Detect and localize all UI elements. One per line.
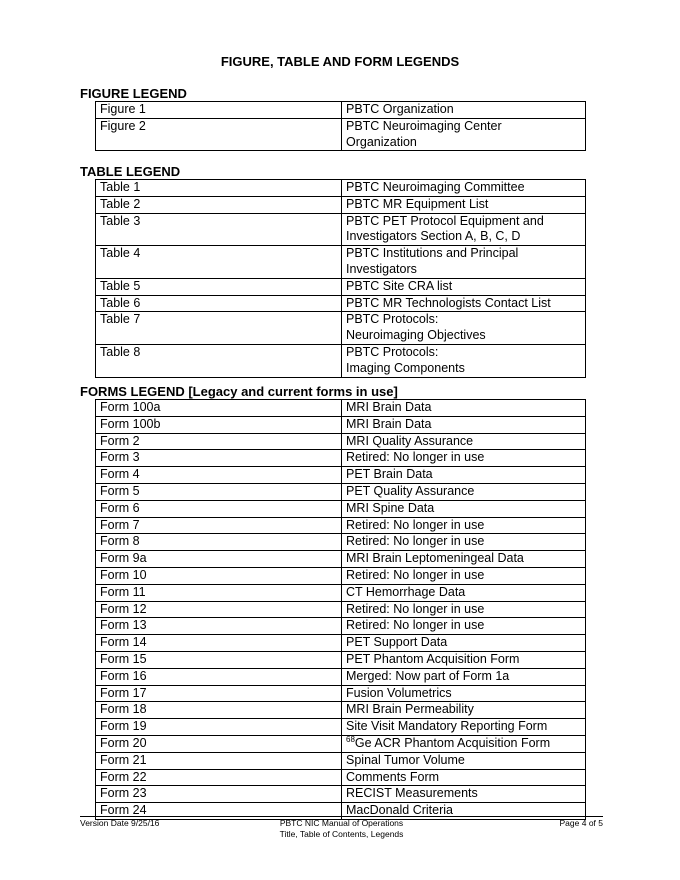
legend-item-label: Form 16 xyxy=(96,668,342,685)
legend-item-description xyxy=(342,312,586,345)
legend-item-description xyxy=(342,450,586,467)
legend-item-text: PBTC Neuroimaging Committee xyxy=(346,180,525,194)
figure-legend-table xyxy=(95,101,586,151)
legend-item-text: PET Phantom Acquisition Form xyxy=(346,651,520,666)
table-row xyxy=(96,517,586,534)
legend-item-label: Table 7 xyxy=(96,312,342,345)
forms-legend-table xyxy=(95,399,586,820)
legend-item-label: Form 23 xyxy=(96,786,342,803)
legend-item-text: PBTC Site CRA list xyxy=(346,278,453,293)
table-row xyxy=(96,786,586,803)
footer-version-date: Version Date 9/25/16 xyxy=(80,818,160,828)
legend-item-text: CT Hemorrhage Data xyxy=(346,584,466,599)
legend-item-text: Merged: Now part of Form 1a xyxy=(346,668,510,683)
table-row xyxy=(96,551,586,568)
legend-item-label: Table 3 xyxy=(96,213,342,246)
table-row xyxy=(96,702,586,719)
legend-item-label: Form 11 xyxy=(96,584,342,601)
legend-item-label: Form 17 xyxy=(96,685,342,702)
legend-item-text: Retired: No longer in use xyxy=(346,618,485,633)
table-row xyxy=(96,685,586,702)
legend-item-text: MacDonald Criteria xyxy=(346,803,453,818)
footer-center-line2: Title, Table of Contents, Legends xyxy=(279,829,404,839)
legend-item-description xyxy=(342,769,586,786)
legend-item-text: Retired: No longer in use xyxy=(346,517,485,532)
legend-item-label: Figure 1 xyxy=(96,102,342,119)
legend-item-text: Retired: No longer in use xyxy=(346,534,485,549)
legend-item-label: Form 13 xyxy=(96,618,342,635)
legend-item-text: PBTC Protocols: Neuroimaging Objectives xyxy=(346,312,486,343)
legend-item-label: Form 8 xyxy=(96,534,342,551)
table-row xyxy=(96,102,586,119)
legend-item-label: Form 22 xyxy=(96,769,342,786)
legend-item-description xyxy=(342,702,586,719)
legend-item-description xyxy=(342,685,586,702)
table-row xyxy=(96,467,586,484)
table-row xyxy=(96,344,586,377)
table-row xyxy=(96,450,586,467)
legend-item-text: PBTC Institutions and Principal Investigators xyxy=(346,246,519,276)
legend-item-description xyxy=(342,400,586,417)
legend-item-description xyxy=(342,618,586,635)
table-row xyxy=(96,246,586,279)
table-row xyxy=(96,196,586,213)
legend-item-label: Form 4 xyxy=(96,467,342,484)
table-row xyxy=(96,213,586,246)
legend-item-label: Table 5 xyxy=(96,278,342,295)
legend-item-text: Spinal Tumor Volume xyxy=(346,752,465,767)
page-title: FIGURE, TABLE AND FORM LEGENDS xyxy=(220,54,460,69)
legend-item-text: PBTC MR Equipment List xyxy=(346,196,489,211)
legend-item-label: Table 1 xyxy=(96,180,342,197)
legend-item-description xyxy=(342,752,586,769)
table-row xyxy=(96,719,586,736)
legend-item-label: Form 21 xyxy=(96,752,342,769)
legend-item-description xyxy=(342,567,586,584)
table-row xyxy=(96,483,586,500)
footer-manual-title xyxy=(80,818,603,840)
legend-item-label: Form 100a xyxy=(96,400,342,417)
table-row xyxy=(96,651,586,668)
legend-item-description xyxy=(342,483,586,500)
legend-item-description xyxy=(342,635,586,652)
table-row xyxy=(96,584,586,601)
legend-item-description xyxy=(342,295,586,312)
table-row xyxy=(96,769,586,786)
legend-item-text: MRI Brain Permeability xyxy=(346,702,474,717)
legend-item-text: MRI Quality Assurance xyxy=(346,433,474,448)
legend-item-text: MRI Brain Data xyxy=(346,400,432,414)
legend-item-description xyxy=(342,584,586,601)
legend-item-description xyxy=(342,213,586,246)
legend-item-text: Retired: No longer in use xyxy=(346,450,485,465)
legend-item-label: Form 18 xyxy=(96,702,342,719)
legend-item-label: Figure 2 xyxy=(96,118,342,151)
legend-item-text: Ge ACR Phantom Acquisition Form xyxy=(354,735,551,750)
table-row xyxy=(96,500,586,517)
legend-item-text: MRI Brain Leptomeningeal Data xyxy=(346,551,524,566)
legend-item-label: Form 19 xyxy=(96,719,342,736)
table-row xyxy=(96,668,586,685)
legend-item-text: PET Support Data xyxy=(346,635,448,650)
legend-item-description xyxy=(342,719,586,736)
legend-item-text: Site Visit Mandatory Reporting Form xyxy=(346,719,548,734)
legend-item-description xyxy=(342,246,586,279)
table-row xyxy=(96,180,586,197)
legend-item-label: Form 15 xyxy=(96,651,342,668)
legend-item-text: PBTC MR Technologists Contact List xyxy=(346,295,551,310)
table-row xyxy=(96,295,586,312)
legend-item-label: Table 6 xyxy=(96,295,342,312)
legend-item-description xyxy=(342,517,586,534)
table-row xyxy=(96,752,586,769)
legend-item-label: Table 8 xyxy=(96,344,342,377)
legend-item-description xyxy=(342,433,586,450)
footer-page-number: Page 4 of 5 xyxy=(559,818,603,828)
legend-item-label: Form 6 xyxy=(96,500,342,517)
legend-item-text: PET Quality Assurance xyxy=(346,483,475,498)
legend-item-text: Retired: No longer in use xyxy=(346,567,485,582)
table-row xyxy=(96,567,586,584)
legend-item-description xyxy=(342,786,586,803)
legend-item-text: MRI Brain Data xyxy=(346,416,432,431)
legend-item-label: Form 20 xyxy=(96,735,342,752)
legend-item-text: Comments Form xyxy=(346,769,440,784)
legend-item-description xyxy=(342,601,586,618)
legend-item-label: Form 100b xyxy=(96,416,342,433)
table-row xyxy=(96,735,586,752)
legend-item-label: Form 14 xyxy=(96,635,342,652)
figure-legend-heading: FIGURE LEGEND xyxy=(80,86,187,101)
table-legend-table xyxy=(95,179,586,378)
legend-item-label: Form 2 xyxy=(96,433,342,450)
table-legend-heading: TABLE LEGEND xyxy=(80,164,181,179)
legend-item-label: Form 10 xyxy=(96,567,342,584)
footer-center-line1: PBTC NIC Manual of Operations xyxy=(279,818,404,828)
legend-item-description xyxy=(342,278,586,295)
legend-item-description xyxy=(342,551,586,568)
table-row xyxy=(96,416,586,433)
table-row xyxy=(96,312,586,345)
legend-item-text: Retired: No longer in use xyxy=(346,601,485,616)
table-row xyxy=(96,618,586,635)
legend-item-description xyxy=(342,534,586,551)
isotope-superscript: 68 xyxy=(346,734,355,744)
legend-item-label: Form 7 xyxy=(96,517,342,534)
legend-item-description xyxy=(342,500,586,517)
legend-item-text: PBTC Neuroimaging Center Organization xyxy=(346,118,502,149)
legend-item-description xyxy=(342,416,586,433)
legend-item-text: RECIST Measurements xyxy=(346,786,478,801)
legend-item-label: Form 24 xyxy=(96,803,342,820)
table-row xyxy=(96,400,586,417)
legend-item-label: Form 12 xyxy=(96,601,342,618)
legend-item-text: PBTC PET Protocol Equipment and Investigators Section A, B, C, D xyxy=(346,213,544,244)
legend-item-description xyxy=(342,196,586,213)
legend-item-text: PBTC Protocols: Imaging Components xyxy=(346,344,465,375)
legend-item-text: Fusion Volumetrics xyxy=(346,685,452,700)
legend-item-description xyxy=(342,102,586,119)
table-row xyxy=(96,118,586,151)
legend-item-text: PBTC Organization xyxy=(346,102,454,116)
table-row xyxy=(96,433,586,450)
legend-item-description xyxy=(342,467,586,484)
table-row xyxy=(96,534,586,551)
legend-item-description xyxy=(342,180,586,197)
page-footer xyxy=(80,816,603,839)
legend-item-label: Form 5 xyxy=(96,483,342,500)
legend-item-description xyxy=(342,668,586,685)
legend-item-label: Form 9a xyxy=(96,551,342,568)
table-row xyxy=(96,278,586,295)
legend-item-label: Table 2 xyxy=(96,196,342,213)
legend-item-text: MRI Spine Data xyxy=(346,500,435,515)
legend-item-label: Table 4 xyxy=(96,246,342,279)
legend-item-description xyxy=(342,344,586,377)
legend-item-text: PET Brain Data xyxy=(346,467,433,482)
legend-item-description xyxy=(342,735,586,752)
table-row xyxy=(96,635,586,652)
table-row xyxy=(96,601,586,618)
legend-item-label: Form 3 xyxy=(96,450,342,467)
forms-legend-heading: FORMS LEGEND [Legacy and current forms in use] xyxy=(80,384,398,399)
legend-item-description xyxy=(342,118,586,151)
legend-item-description xyxy=(342,651,586,668)
